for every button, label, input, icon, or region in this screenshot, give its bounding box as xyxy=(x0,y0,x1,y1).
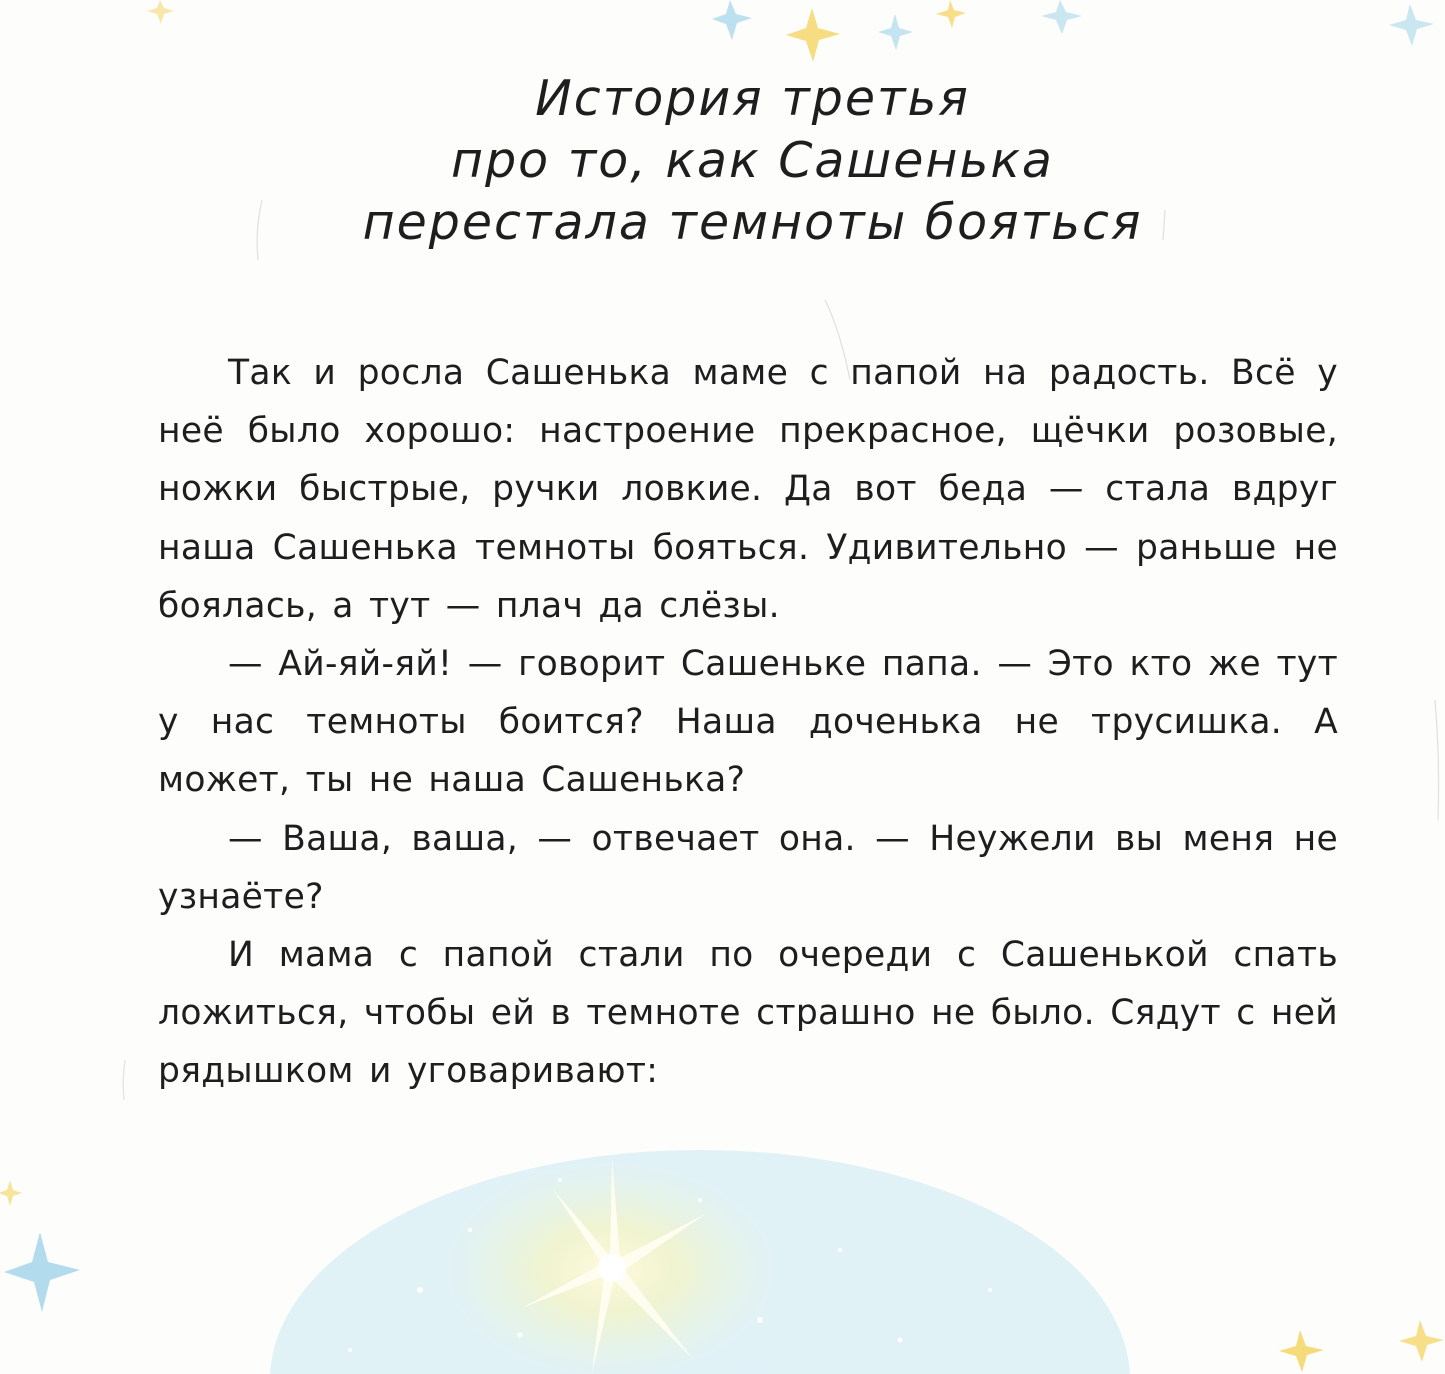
paragraph: — Ай-яй-яй! — говорит Сашеньке папа. — Это кто же тут у нас темноты боится? Наша доченька не трусишка. А может, ты не наша Сашенька? xyxy=(158,644,1338,801)
title-line: История третья xyxy=(535,70,970,127)
star-icon xyxy=(712,0,752,40)
title-line: про то, как Сашенька xyxy=(451,132,1054,189)
star-icon xyxy=(936,0,966,28)
star-icon xyxy=(4,1232,80,1312)
story-text xyxy=(158,344,1338,1101)
title-line: перестала темноты бояться xyxy=(362,194,1143,251)
star-icon xyxy=(1041,0,1082,34)
star-icon xyxy=(878,14,913,50)
star-icon xyxy=(1399,1320,1444,1362)
glow-cloud xyxy=(120,1090,1400,1374)
star-icon xyxy=(786,8,840,62)
paragraph: — Ваша, ваша, — отвечает она. — Неужели вы меня не узнаёте? xyxy=(158,818,1338,917)
paragraph: Так и росла Сашенька маме с папой на радость. Всё у неё было хорошо: настроение прекрасное, щёчки розовые, ножки быстрые, ручки ловкие. Да вот беда — стала вдруг наша Сашенька темноты бояться. Удивительно — раньше не боялась, а тут — плач да слёзы. xyxy=(158,353,1338,626)
star-icon xyxy=(147,0,174,24)
star-icon xyxy=(0,1180,22,1206)
paragraph: И мама с папой стали по очереди с Сашенькой спать ложиться, чтобы ей в темноте страшно не было. Сядут с ней рядышком и уговаривают: xyxy=(158,935,1338,1092)
star-icon xyxy=(1389,4,1434,46)
story-title xyxy=(0,68,1445,254)
